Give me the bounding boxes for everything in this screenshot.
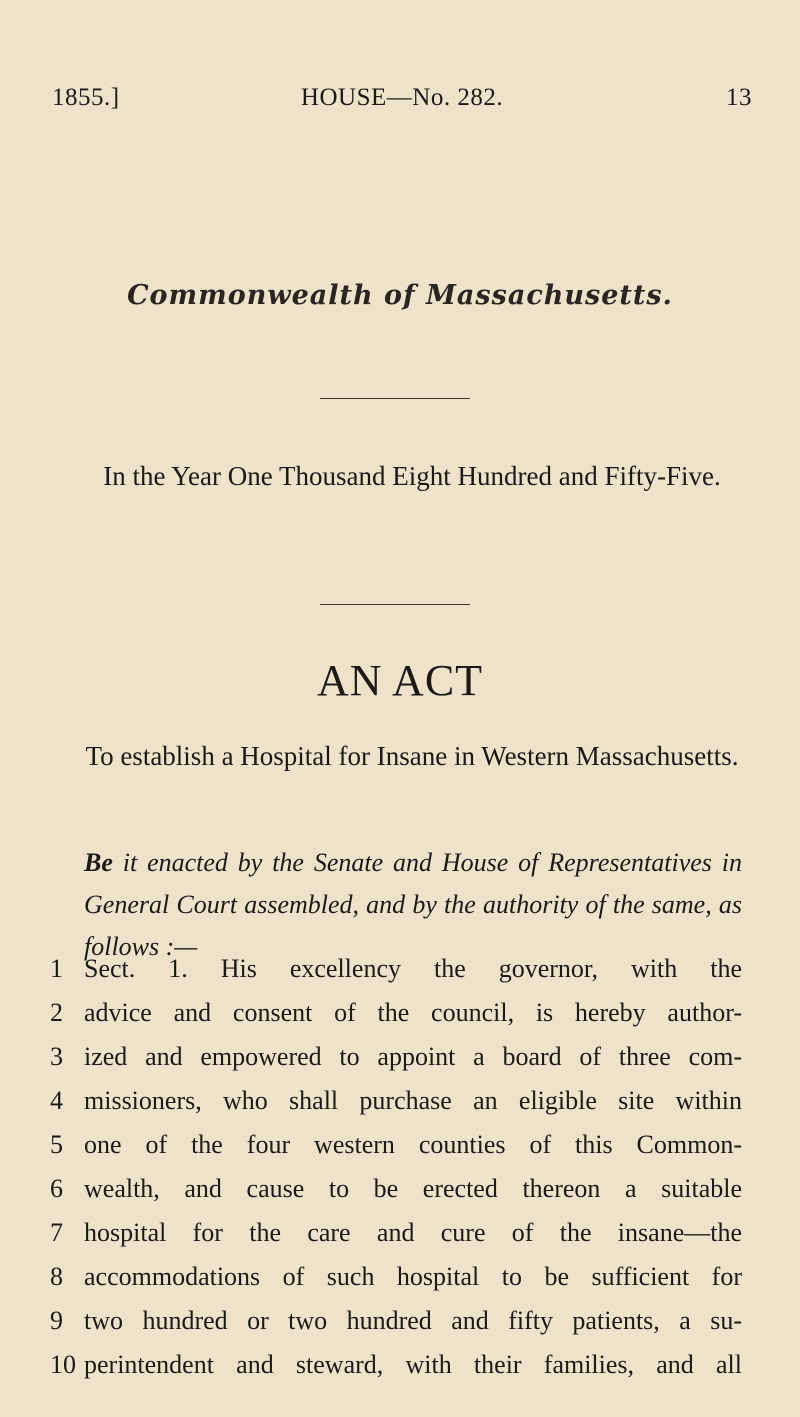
line-number: 3: [50, 1042, 63, 1071]
running-head: [52, 84, 752, 114]
line-text: missioners, who shall purchase an eligible site within: [84, 1086, 742, 1115]
running-head-year: 1855.]: [52, 84, 120, 111]
enacting-clause-lead: Be: [84, 848, 113, 877]
numbered-line: [50, 1079, 742, 1123]
line-text: two hundred or two hundred and fifty patients, a su-: [84, 1306, 742, 1335]
running-head-title: HOUSE—No. 282.: [300, 84, 504, 111]
divider-rule: [320, 604, 470, 605]
line-number: 9: [50, 1306, 63, 1335]
numbered-line: [50, 947, 742, 991]
numbered-line: [50, 1255, 742, 1299]
line-number: 7: [50, 1218, 63, 1247]
act-title: To establish a Hospital for Insane in Western Massachusetts.: [85, 741, 739, 771]
enacting-clause-text: it enacted by the Senate and House of Representatives in General Court assembled, and by the authority of the same, as follows :—: [84, 848, 742, 961]
line-text: perintendent and steward, with their families, and all: [84, 1350, 742, 1379]
numbered-line: [50, 1123, 742, 1167]
numbered-line: [50, 1211, 742, 1255]
line-number: 6: [50, 1174, 63, 1203]
act-heading: AN ACT: [316, 656, 484, 705]
line-text: hospital for the care and cure of the insane—the: [84, 1218, 742, 1247]
line-number: 8: [50, 1262, 63, 1291]
line-text: Sect. 1. His excellency the governor, with the: [84, 954, 742, 983]
line-number: 2: [50, 998, 63, 1027]
numbered-line: [50, 1343, 742, 1387]
numbered-line: [50, 991, 742, 1035]
line-number: 10: [50, 1350, 76, 1379]
divider-rule: [320, 398, 470, 399]
line-text: wealth, and cause to be erected thereon a suitable: [84, 1174, 742, 1203]
numbered-line: [50, 1035, 742, 1079]
commonwealth-heading: Commonwealth of Massachusetts.: [127, 280, 673, 311]
numbered-line: [50, 1299, 742, 1343]
line-number: 1: [50, 954, 63, 983]
line-text: advice and consent of the council, is hereby author-: [84, 998, 742, 1027]
line-number: 4: [50, 1086, 63, 1115]
line-number: 5: [50, 1130, 63, 1159]
line-text: one of the four western counties of this Common-: [84, 1130, 742, 1159]
section-1: [50, 947, 742, 1387]
line-text: accommodations of such hospital to be sufficient for: [84, 1262, 742, 1291]
numbered-line: [50, 1167, 742, 1211]
line-text: ized and empowered to appoint a board of three com-: [84, 1042, 742, 1071]
page-number: 13: [726, 84, 752, 111]
year-text: In the Year One Thousand Eight Hundred and Fifty-Five.: [103, 461, 721, 491]
